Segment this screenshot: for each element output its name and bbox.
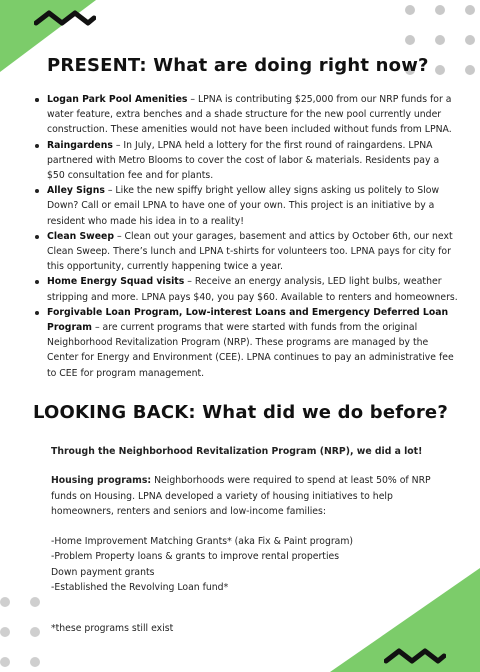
- item-title: Forgivable Loan Program, Low-interest Loans and Emergency Deferred Loan Program: [47, 306, 449, 334]
- list-item: -Established the Revolving Loan fund*: [51, 582, 229, 594]
- present-heading: PRESENT: What are doing right now?: [47, 55, 429, 76]
- list-item: [30, 138, 458, 184]
- looking-back-heading: LOOKING BACK: What did we do before?: [33, 402, 448, 423]
- housing-text: Neighborhoods were required to spend at least 50% of NRP funds on Housing. LPNA developed a variety of housing initiatives to help homeowners, renters and seniors and low-income families:: [51, 475, 431, 517]
- item-text: – Like the new spiffy bright yellow alley signs asking us politely to Slow Down? Call or email LPNA to have one of your own. This project is an initiative by a resident who made his idea in to a reality!: [47, 185, 440, 227]
- present-bullet-list: [30, 92, 458, 381]
- list-item: Down payment grants: [51, 566, 155, 578]
- footnote: *these programs still exist: [51, 623, 174, 634]
- item-title: Home Energy Squad visits: [47, 276, 185, 288]
- list-item: [30, 305, 458, 381]
- looking-back-body: [51, 444, 451, 595]
- housing-title: Housing programs:: [51, 475, 152, 487]
- item-text: – are current programs that were started with funds from the original Neighborhood Revitalization Program (NRP). These programs are managed by the Center for Energy and Environment (CEE). LPNA continues to pay an administrative fee to CEE for program management.: [47, 322, 454, 379]
- item-text: – Clean out your garages, basement and attics by October 6th, our next Clean Sweep. There’s lunch and LPNA t-shirts for volunteers too. LPNA pays for city for this opportunity, currently happening twice a year.: [47, 230, 453, 273]
- item-text: – LPNA is contributing $25,000 from our NRP funds for a water feature, extra benches and a shade structure for the new pool currently under construction. These amenities would not have been included without funds from LPNA.: [47, 94, 452, 136]
- list-item: [30, 274, 458, 304]
- item-title: Alley Signs: [47, 185, 105, 197]
- list-item: [30, 92, 458, 138]
- item-title: Raingardens: [47, 139, 113, 151]
- list-item: -Home Improvement Matching Grants* (aka Fix & Paint program): [51, 536, 354, 548]
- list-item: [30, 229, 458, 275]
- intro-text: Through the Neighborhood Revitalization Program (NRP), we did a lot!: [51, 446, 423, 457]
- item-text: – Receive an energy analysis, LED light bulbs, weather stripping and more. LPNA pays $40, you pay $60. Available to renters and homeowners.: [47, 276, 458, 303]
- zigzag-icon-top: [34, 10, 96, 26]
- list-item: -Problem Property loans & grants to improve rental properties: [51, 551, 340, 563]
- dot-grid-bottom-left: [0, 597, 40, 667]
- item-title: Logan Park Pool Amenities: [47, 94, 188, 105]
- item-text: – In July, LPNA held a lottery for the first round of raingardens. LPNA partnered with Metro Blooms to cover the cost of labor & materials. Residents pay a $50 consultation fee and for plants.: [47, 139, 440, 182]
- housing-paragraph: [51, 473, 451, 519]
- zigzag-icon-bottom: [384, 648, 446, 664]
- list-item: [30, 183, 458, 229]
- item-title: Clean Sweep: [47, 230, 114, 242]
